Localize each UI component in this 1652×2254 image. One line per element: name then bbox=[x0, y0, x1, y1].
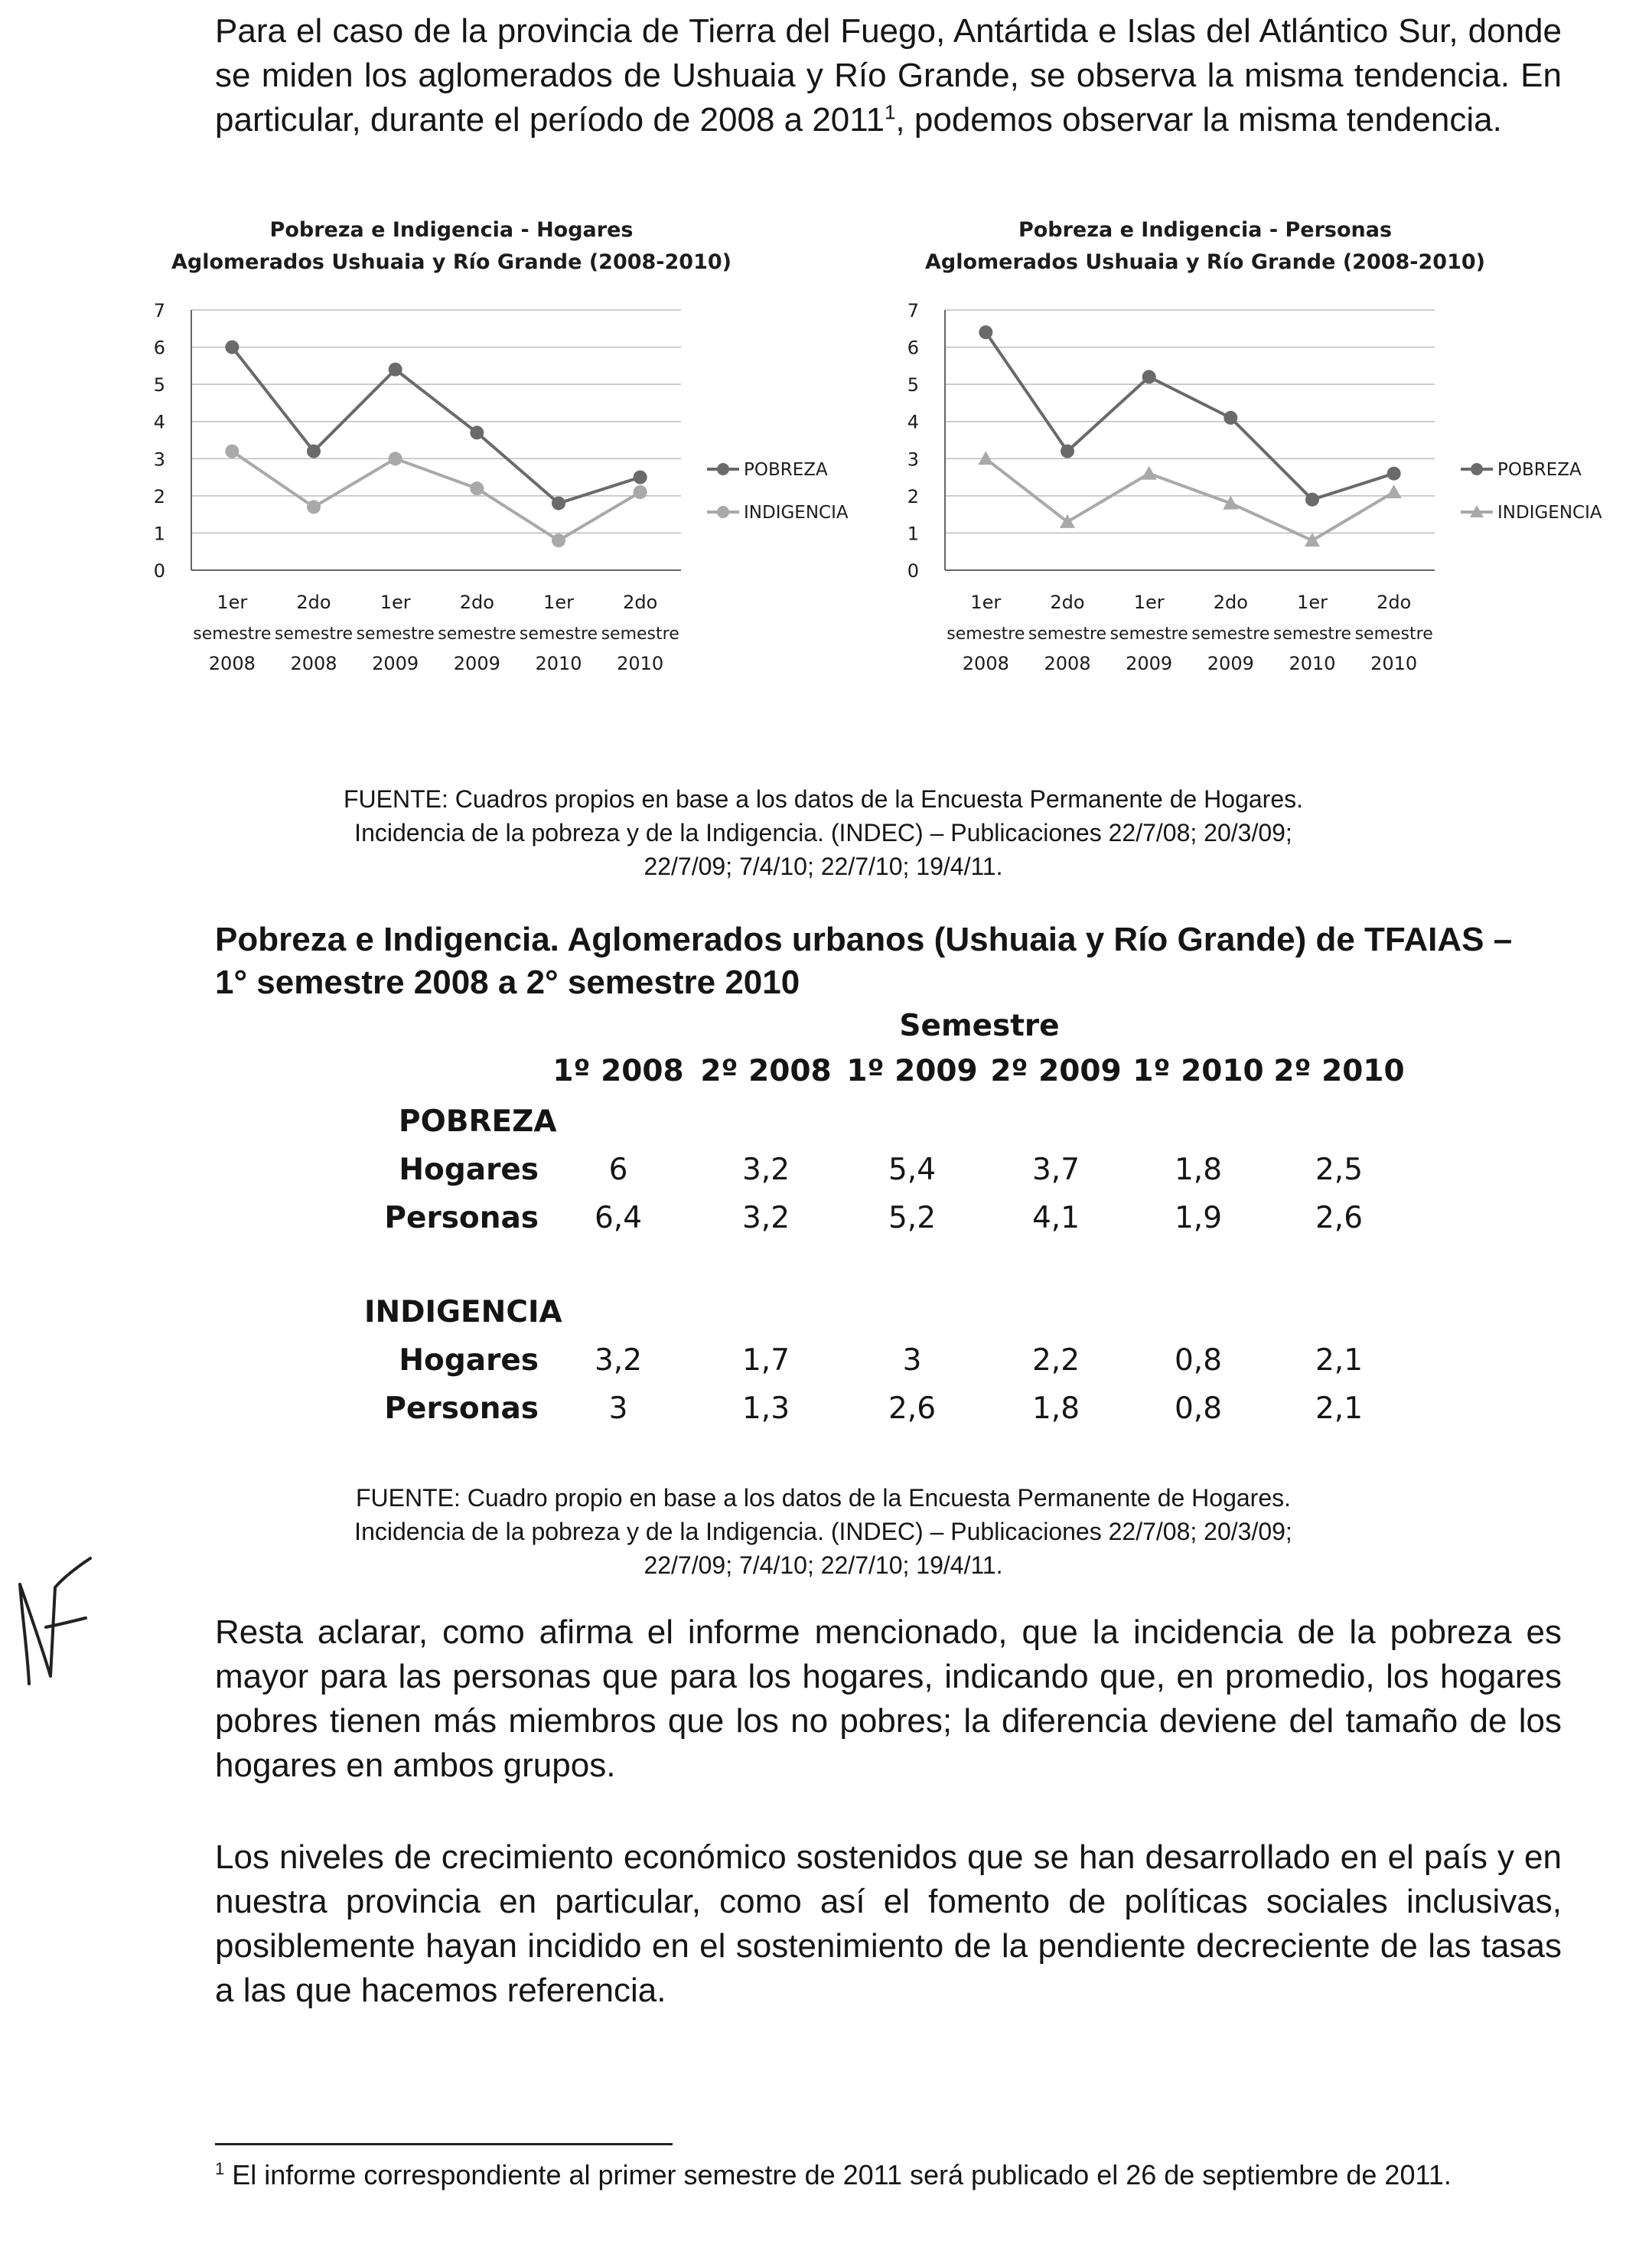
x-tick-label: 2do bbox=[1213, 592, 1248, 613]
footnote bbox=[215, 2157, 1562, 2194]
x-tick-label: 2009 bbox=[372, 653, 419, 674]
data-point-pobreza bbox=[307, 445, 321, 458]
table-cell: 1,8 bbox=[1031, 1391, 1080, 1426]
x-tick-label: 1er bbox=[1133, 592, 1165, 613]
table-row-label: Hogares bbox=[399, 1153, 539, 1187]
intro-paragraph bbox=[215, 9, 1562, 142]
table-section-label: INDIGENCIA bbox=[364, 1295, 562, 1329]
table-title-line-1: Pobreza e Indigencia. Aglomerados urbanos (Ushuaia y Río Grande) de TFAIAS – bbox=[215, 921, 1513, 958]
x-tick-label: 1er bbox=[543, 592, 574, 613]
y-tick-label: 3 bbox=[907, 449, 919, 471]
x-tick-label: 1er bbox=[380, 592, 411, 613]
table-cell: 0,8 bbox=[1174, 1391, 1223, 1426]
charts-source bbox=[215, 782, 1432, 883]
x-tick-label: semestre bbox=[193, 625, 272, 644]
x-tick-label: semestre bbox=[1109, 625, 1188, 644]
x-tick-label: semestre bbox=[438, 625, 516, 644]
data-point-indigencia bbox=[225, 445, 239, 458]
data-point-pobreza bbox=[1305, 493, 1319, 507]
x-tick-label: semestre bbox=[519, 625, 598, 644]
charts-source-line-2: Incidencia de la pobreza y de la Indigencia. (INDEC) – Publicaciones 22/7/08; 20/3/09; bbox=[354, 819, 1292, 846]
table-cell: 6 bbox=[608, 1153, 628, 1187]
table-cell: 2,6 bbox=[888, 1391, 937, 1426]
chart-svg bbox=[907, 210, 1641, 700]
x-tick-label: 2008 bbox=[1044, 653, 1091, 674]
y-tick-label: 7 bbox=[153, 300, 165, 321]
data-point-indigencia bbox=[1386, 484, 1402, 498]
data-point-pobreza bbox=[470, 426, 484, 439]
table-cell: 3 bbox=[608, 1391, 628, 1426]
y-tick-label: 0 bbox=[153, 560, 165, 582]
x-tick-label: 2009 bbox=[453, 653, 500, 674]
table-row-label: Hogares bbox=[399, 1343, 539, 1378]
data-point-pobreza bbox=[1224, 411, 1237, 425]
table-column-header: 2º 2010 bbox=[1273, 1054, 1405, 1088]
y-tick-label: 0 bbox=[907, 560, 919, 582]
data-point-pobreza bbox=[1142, 370, 1156, 383]
intro-text: Para el caso de la provincia de Tierra del Fuego, Antártida e Islas del Atlántico Sur, donde se miden los aglomerados de Ushuaia y Río Grande, se observa la misma tendencia. En particular, durante el período de 2008 a 2011 bbox=[215, 12, 1562, 139]
data-point-indigencia bbox=[978, 451, 993, 465]
x-tick-label: semestre bbox=[356, 625, 435, 644]
table-cell: 1,3 bbox=[741, 1391, 790, 1426]
legend-label: INDIGENCIA bbox=[744, 503, 849, 523]
legend-label: POBREZA bbox=[744, 460, 828, 480]
charts-source-line-3: 22/7/09; 7/4/10; 22/7/10; 19/4/11. bbox=[644, 853, 1003, 880]
table-section-label: POBREZA bbox=[399, 1104, 557, 1139]
legend-label: INDIGENCIA bbox=[1497, 503, 1602, 523]
table-group-header: Semestre bbox=[899, 1009, 1060, 1043]
table-column-header: 2º 2008 bbox=[700, 1054, 832, 1088]
table-column-header: 2º 2009 bbox=[990, 1054, 1122, 1088]
x-tick-label: 1er bbox=[970, 592, 1002, 613]
x-tick-label: 2do bbox=[1050, 592, 1085, 613]
x-tick-label: 2do bbox=[1377, 592, 1412, 613]
chart-title: Pobreza e Indigencia - Personas bbox=[1018, 218, 1393, 242]
table-cell: 1,9 bbox=[1174, 1201, 1223, 1235]
table-title bbox=[215, 918, 1562, 1004]
series-line-pobreza bbox=[232, 347, 640, 504]
chart-hogares bbox=[153, 210, 888, 700]
table-row-label: Personas bbox=[384, 1391, 539, 1426]
data-point-pobreza bbox=[634, 471, 647, 484]
data-point-indigencia bbox=[389, 452, 402, 465]
x-tick-label: semestre bbox=[1028, 625, 1107, 644]
table-cell: 2,5 bbox=[1315, 1153, 1364, 1187]
table-cell: 3,2 bbox=[741, 1201, 790, 1235]
table-cell: 1,8 bbox=[1174, 1153, 1223, 1187]
y-tick-label: 4 bbox=[153, 411, 165, 433]
x-tick-label: semestre bbox=[1354, 625, 1433, 644]
data-point-indigencia bbox=[470, 481, 484, 495]
charts-source-line-1: FUENTE: Cuadros propios en base a los datos de la Encuesta Permanente de Hogares. bbox=[343, 785, 1304, 813]
y-tick-label: 2 bbox=[907, 485, 919, 507]
x-tick-label: 2008 bbox=[208, 653, 256, 674]
x-tick-label: semestre bbox=[601, 625, 679, 644]
x-tick-label: 2010 bbox=[1370, 653, 1418, 674]
x-tick-label: 2009 bbox=[1126, 653, 1173, 674]
x-tick-label: 2do bbox=[623, 592, 658, 613]
paragraph-2: Resta aclarar, como afirma el informe mencionado, que la incidencia de la pobreza es mayor para las personas que para los hogares, indicando que, en promedio, los hogares pobres tienen más miembros que los no pobres; la diferencia deviene del tamaño de los hogares en ambos grupos. bbox=[215, 1613, 1562, 1784]
x-tick-label: 2010 bbox=[535, 653, 582, 674]
data-point-indigencia bbox=[552, 533, 565, 547]
footnote-reference[interactable]: 1 bbox=[884, 100, 896, 124]
series-line-pobreza bbox=[986, 332, 1393, 500]
table-cell: 1,7 bbox=[741, 1343, 790, 1378]
footnote-text: El informe correspondiente al primer semestre de 2011 será publicado el 26 de septiembre de 2011. bbox=[232, 2159, 1452, 2190]
table-cell: 2,6 bbox=[1315, 1201, 1364, 1235]
table-source-line-1: FUENTE: Cuadro propio en base a los datos de la Encuesta Permanente de Hogares. bbox=[355, 1484, 1292, 1512]
chart-title: Pobreza e Indigencia - Hogares bbox=[269, 218, 634, 242]
table-cell: 3,7 bbox=[1031, 1153, 1080, 1187]
y-tick-label: 6 bbox=[907, 337, 919, 359]
data-point-pobreza bbox=[1061, 445, 1074, 458]
table-source-line-2: Incidencia de la pobreza y de la Indigencia. (INDEC) – Publicaciones 22/7/08; 20/3/09; bbox=[354, 1518, 1292, 1545]
chart-subtitle: Aglomerados Ushuaia y Río Grande (2008-2010) bbox=[924, 250, 1486, 274]
legend-marker bbox=[1471, 463, 1483, 475]
x-tick-label: 2008 bbox=[290, 653, 337, 674]
legend-marker bbox=[717, 463, 729, 475]
table-cell: 5,4 bbox=[888, 1153, 937, 1187]
legend-marker bbox=[717, 506, 729, 518]
table-title-line-2: 1° semestre 2008 a 2° semestre 2010 bbox=[215, 964, 800, 1001]
data-point-pobreza bbox=[979, 325, 992, 339]
y-tick-label: 4 bbox=[907, 411, 919, 433]
table-cell: 5,2 bbox=[888, 1201, 937, 1235]
data-point-pobreza bbox=[389, 363, 402, 377]
data-point-pobreza bbox=[225, 341, 239, 354]
x-tick-label: semestre bbox=[1272, 625, 1352, 644]
x-tick-label: semestre bbox=[274, 625, 354, 644]
y-tick-label: 7 bbox=[907, 300, 919, 321]
table-source bbox=[215, 1481, 1432, 1582]
x-tick-label: 1er bbox=[1297, 592, 1328, 613]
table-cell: 3,2 bbox=[594, 1343, 643, 1378]
y-tick-label: 1 bbox=[153, 523, 165, 545]
table-cell: 4,1 bbox=[1031, 1201, 1080, 1235]
data-point-indigencia bbox=[634, 485, 647, 499]
table-cell: 3 bbox=[902, 1343, 922, 1378]
x-tick-label: 2010 bbox=[617, 653, 664, 674]
table-cell: 2,2 bbox=[1031, 1343, 1080, 1378]
x-tick-label: semestre bbox=[947, 625, 1025, 644]
x-tick-label: 2008 bbox=[962, 653, 1009, 674]
y-tick-label: 1 bbox=[907, 523, 919, 545]
chart-personas bbox=[907, 210, 1641, 700]
handwritten-initials bbox=[0, 1554, 99, 1691]
table-cell: 6,4 bbox=[594, 1201, 643, 1235]
x-tick-label: 2010 bbox=[1289, 653, 1336, 674]
chart-subtitle: Aglomerados Ushuaia y Río Grande (2008-2010) bbox=[171, 250, 732, 274]
data-point-indigencia bbox=[307, 500, 321, 514]
table-row-label: Personas bbox=[384, 1201, 539, 1235]
y-tick-label: 6 bbox=[153, 337, 165, 359]
data-point-pobreza bbox=[1387, 467, 1401, 481]
series-line-indigencia bbox=[986, 458, 1393, 540]
data-point-indigencia bbox=[1142, 466, 1157, 480]
footnote-separator bbox=[215, 2143, 673, 2145]
table-column-header: 1º 2008 bbox=[552, 1054, 684, 1088]
table-cell: 0,8 bbox=[1174, 1343, 1223, 1378]
chart-svg bbox=[153, 210, 888, 700]
y-tick-label: 3 bbox=[153, 449, 165, 471]
legend-label: POBREZA bbox=[1497, 460, 1582, 480]
table-cell: 3,2 bbox=[741, 1153, 790, 1187]
footnote-number: 1 bbox=[215, 2159, 225, 2178]
table-column-header: 1º 2010 bbox=[1132, 1054, 1264, 1088]
table-cell: 2,1 bbox=[1315, 1343, 1364, 1378]
table-cell: 2,1 bbox=[1315, 1391, 1364, 1426]
x-tick-label: semestre bbox=[1191, 625, 1270, 644]
x-tick-label: 2do bbox=[296, 592, 331, 613]
y-tick-label: 5 bbox=[153, 374, 165, 396]
y-tick-label: 5 bbox=[907, 374, 919, 396]
x-tick-label: 2009 bbox=[1207, 653, 1254, 674]
intro-text-end: , podemos observar la misma tendencia. bbox=[895, 101, 1502, 139]
y-tick-label: 2 bbox=[153, 485, 165, 507]
table-source-line-3: 22/7/09; 7/4/10; 22/7/10; 19/4/11. bbox=[644, 1551, 1003, 1579]
paragraph-3: Los niveles de crecimiento económico sostenidos que se han desarrollado en el país y en nuestra provincia en particular, como así el fomento de políticas sociales inclusivas, posiblemente hayan incidido en el sostenimiento de la pendiente decreciente de las tasas a las que hacemos referencia. bbox=[215, 1838, 1562, 2009]
x-tick-label: 1er bbox=[217, 592, 248, 613]
table-column-header: 1º 2009 bbox=[846, 1054, 978, 1088]
data-point-pobreza bbox=[552, 497, 565, 510]
x-tick-label: 2do bbox=[459, 592, 494, 613]
